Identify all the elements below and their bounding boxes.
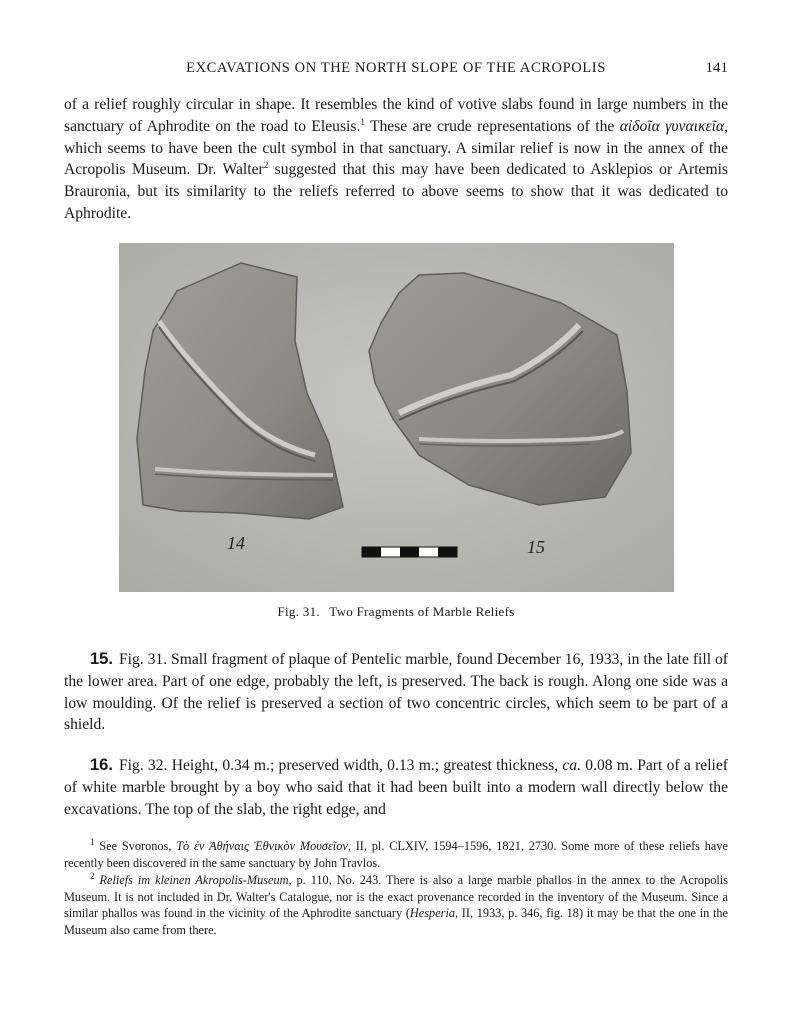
entry-15-text: Fig. 31. Small fragment of plaque of Pentelic marble, found December 16, 1933, in the late fill of the lower area. Part of one edge, probably the left, is preserved. The back is rough. Along one side was a low moulding. Of the relief is preserved a section of two concentric circles, which seem to be part of a shield. bbox=[64, 651, 728, 734]
footnote-2-post-2: , II, 1933, p. 346, fig. 18) it may be that the one in the Museum also came from there. bbox=[64, 906, 728, 937]
intro-paragraph bbox=[64, 94, 728, 225]
entry-16-number: 16. bbox=[90, 756, 113, 774]
footnote-2-post-1: , p. 110, No. 243. There is also a large marble phallos in the annex to the Acropolis Museum. It is not included in Dr. Walter's Catalogue, nor is the exact provenance recorded in the inventory of the Museum. Since a similar phallos was found in the vicinity of the Aphrodite sanctuary ( bbox=[64, 873, 728, 920]
greek-term: αἰδοῖα γυναικεῖα, bbox=[619, 117, 729, 135]
scale-bar bbox=[362, 547, 457, 557]
footnote-1-post: , II, pl. CLXIV, 1594–1596, 1821, 2730. Some more of these reliefs have recently been discovered in the same sanctuary by John Travlos. bbox=[64, 839, 728, 870]
page-number: 141 bbox=[705, 60, 728, 76]
footnote-1-pre: See Svoronos, bbox=[94, 839, 177, 853]
fragment-label-14: 14 bbox=[227, 533, 245, 553]
footnote-1 bbox=[64, 838, 728, 871]
intro-text-2: These are crude representations of the bbox=[364, 117, 620, 135]
footnote-1-title: Τὸ ἐν Ἀθήναις Ἐθνικὸν Μουσεῖον bbox=[176, 839, 348, 853]
running-header bbox=[64, 60, 728, 82]
footnote-2 bbox=[64, 872, 728, 938]
footnote-ref-2[interactable]: 2 bbox=[263, 160, 269, 171]
entry-15-paragraph bbox=[64, 649, 728, 736]
running-title: EXCAVATIONS ON THE NORTH SLOPE OF THE ACROPOLIS bbox=[186, 60, 606, 76]
entry-16-text-1: Fig. 32. Height, 0.34 m.; preserved width, 0.13 m.; greatest thickness, bbox=[118, 757, 563, 774]
intro-text-4: suggested that this may have been dedicated to Asklepios or Artemis Brauronia, but its similarity to the reliefs referred to above seems to show that it was dedicated to Aphrodite. bbox=[64, 161, 728, 222]
caption-figure-number: Fig. 31. bbox=[277, 604, 320, 619]
footnote-1-mark: 1 bbox=[90, 836, 95, 847]
intro-text-1: of a relief roughly circular in shape. It resembles the kind of votive slabs found in large numbers in the sanctuary of Aphrodite on the road to Eleusis. bbox=[64, 96, 728, 135]
footnote-2-journal: Hesperia bbox=[409, 906, 456, 920]
footnotes bbox=[64, 838, 728, 939]
relief-fragments-photo bbox=[119, 243, 674, 592]
entry-15-number: 15. bbox=[90, 650, 113, 668]
entry-16-text-2: 0.08 m. Part of a relief of white marble brought by a boy who said that it had been built into a modern wall directly below the excavations. The top of the slab, the right edge, and bbox=[64, 757, 728, 818]
footnote-ref-1[interactable]: 1 bbox=[360, 116, 365, 127]
figure-photo bbox=[119, 243, 674, 592]
footnote-2-mark: 2 bbox=[90, 870, 95, 881]
caption-text: Two Fragments of Marble Reliefs bbox=[329, 604, 515, 619]
entry-16-ca: ca. bbox=[562, 757, 582, 774]
figure-caption bbox=[64, 604, 728, 620]
fragment-label-15: 15 bbox=[527, 537, 545, 557]
footnote-2-title: Reliefs im kleinen Akropolis-Museum bbox=[99, 873, 289, 887]
intro-text-3: which seems to have been the cult symbol in that sanctuary. A similar relief is now in the annex of the Acropolis Museum. Dr. Walter bbox=[64, 139, 728, 179]
entry-16-paragraph bbox=[64, 755, 728, 820]
